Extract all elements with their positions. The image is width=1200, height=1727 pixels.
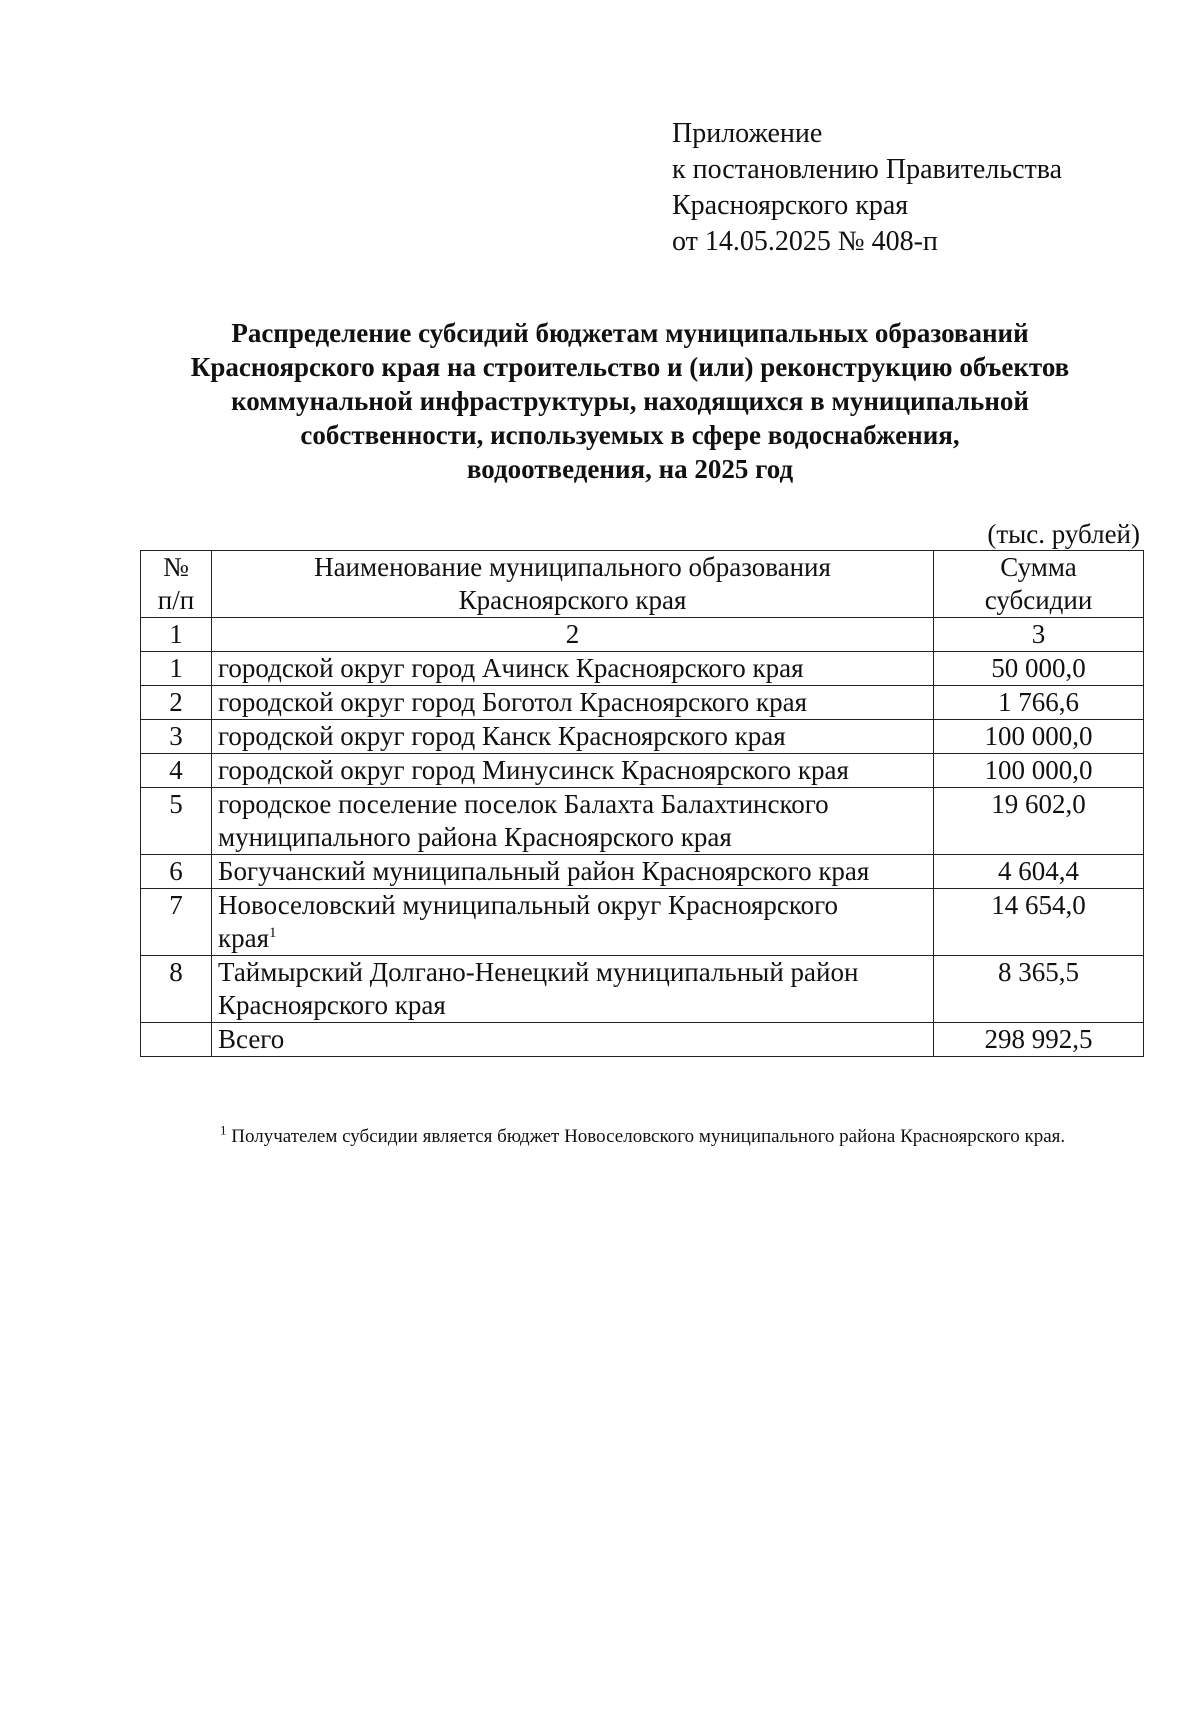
header-sum-line-1: Сумма bbox=[1000, 552, 1077, 582]
row-name: городской округ город Канск Красноярского края bbox=[212, 720, 934, 754]
total-empty-cell bbox=[141, 1023, 212, 1057]
column-number-3: 3 bbox=[934, 618, 1144, 652]
row-sum: 4 604,4 bbox=[934, 855, 1144, 889]
row-number: 7 bbox=[141, 889, 212, 956]
footnote-reference: 1 bbox=[269, 925, 277, 941]
header-name bbox=[212, 551, 934, 618]
table-row bbox=[141, 889, 1144, 956]
row-sum: 100 000,0 bbox=[934, 720, 1144, 754]
table-row bbox=[141, 686, 1144, 720]
header-sum bbox=[934, 551, 1144, 618]
title-line-2: Красноярского края на строительство и (или) реконструкцию объектов bbox=[190, 352, 1070, 382]
total-label: Всего bbox=[212, 1023, 934, 1057]
header-sum-line-2: субсидии bbox=[984, 585, 1093, 615]
row-sum: 50 000,0 bbox=[934, 652, 1144, 686]
row-name: городской округ город Ачинск Красноярского края bbox=[212, 652, 934, 686]
row-name: Богучанский муниципальный район Красноярского края bbox=[212, 855, 934, 889]
appendix-line-3: Красноярского края bbox=[672, 190, 909, 221]
row-name-line-2-wrap bbox=[218, 922, 927, 955]
row-name-line-2: края bbox=[218, 923, 270, 953]
title-line-4: собственности, используемых в сфере водоснабжения, bbox=[300, 420, 960, 450]
subsidy-table bbox=[140, 550, 1144, 1057]
row-sum: 19 602,0 bbox=[934, 788, 1144, 855]
row-name bbox=[212, 788, 934, 855]
table-row bbox=[141, 652, 1144, 686]
row-name bbox=[212, 889, 934, 956]
row-name-line-2: Красноярского края bbox=[218, 990, 446, 1020]
header-name-line-2: Красноярского края bbox=[458, 585, 687, 615]
row-name: городской округ город Боготол Красноярского края bbox=[212, 686, 934, 720]
table-row bbox=[141, 720, 1144, 754]
title-line-1: Распределение субсидий бюджетам муниципальных образований bbox=[231, 318, 1029, 348]
title-line-5: водоотведения, на 2025 год bbox=[466, 454, 794, 484]
column-number-row bbox=[141, 618, 1144, 652]
row-number: 5 bbox=[141, 788, 212, 855]
table-row bbox=[141, 855, 1144, 889]
header-number-line-1: № bbox=[163, 552, 189, 582]
row-name-line-1: Таймырский Долгано-Ненецкий муниципальный район bbox=[218, 957, 859, 987]
appendix-line-4: от 14.05.2025 № 408-п bbox=[672, 226, 938, 257]
row-number: 3 bbox=[141, 720, 212, 754]
total-row bbox=[141, 1023, 1144, 1057]
table-row bbox=[141, 754, 1144, 788]
title-line-3: коммунальной инфраструктуры, находящихся в муниципальной bbox=[231, 386, 1029, 416]
document-title bbox=[140, 316, 1120, 486]
column-number-1: 1 bbox=[141, 618, 212, 652]
row-number: 4 bbox=[141, 754, 212, 788]
row-sum: 14 654,0 bbox=[934, 889, 1144, 956]
row-sum: 100 000,0 bbox=[934, 754, 1144, 788]
appendix-block bbox=[672, 116, 1062, 260]
row-name-line-1: Новоселовский муниципальный округ Красноярского bbox=[218, 890, 839, 920]
column-number-2: 2 bbox=[212, 618, 934, 652]
row-number: 6 bbox=[141, 855, 212, 889]
table-row bbox=[141, 788, 1144, 855]
header-number bbox=[141, 551, 212, 618]
units-label: (тыс. рублей) bbox=[987, 519, 1140, 549]
table-header-row bbox=[141, 551, 1144, 618]
row-name: городской округ город Минусинск Красноярского края bbox=[212, 754, 934, 788]
row-number: 1 bbox=[141, 652, 212, 686]
footnote bbox=[140, 1122, 1135, 1152]
table-row bbox=[141, 956, 1144, 1023]
row-name bbox=[212, 956, 934, 1023]
appendix-line-1: Приложение bbox=[672, 118, 823, 149]
header-name-line-1: Наименование муниципального образования bbox=[314, 552, 831, 582]
row-sum: 1 766,6 bbox=[934, 686, 1144, 720]
header-number-line-2: п/п bbox=[157, 585, 195, 615]
row-number: 2 bbox=[141, 686, 212, 720]
row-name-line-2: муниципального района Красноярского края bbox=[218, 822, 732, 852]
row-number: 8 bbox=[141, 956, 212, 1023]
footnote-text: Получателем субсидии является бюджет Новоселовского муниципального района Красноярского края. bbox=[231, 1126, 1066, 1147]
row-name-line-1: городское поселение поселок Балахта Балахтинского bbox=[218, 789, 829, 819]
appendix-line-2: к постановлению Правительства bbox=[672, 154, 1063, 185]
row-sum: 8 365,5 bbox=[934, 956, 1144, 1023]
total-sum: 298 992,5 bbox=[934, 1023, 1144, 1057]
footnote-mark: 1 bbox=[220, 1122, 227, 1138]
